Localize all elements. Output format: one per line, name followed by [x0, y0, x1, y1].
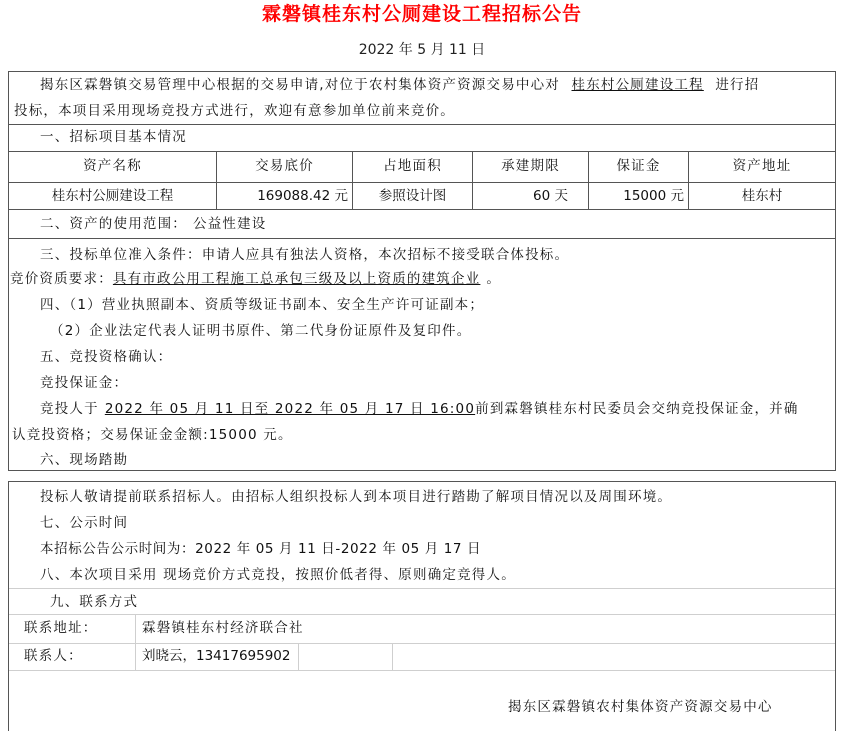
deposit-line-1	[40, 403, 799, 417]
table-cell-construction-period: 60 天	[533, 188, 568, 204]
contact-grid-line-1	[9, 614, 835, 615]
table-header-base-price: 交易底价	[255, 158, 314, 174]
table-cell-asset-address: 桂东村	[741, 188, 783, 204]
table-cell-asset-name: 桂东村公厕建设工程	[51, 188, 174, 204]
lower-block-right	[835, 481, 836, 731]
table-top-line	[8, 151, 836, 152]
lower-block-top	[8, 481, 836, 482]
qualification-label: 竞价资质要求：	[10, 271, 113, 287]
section5-heading: 五、竞投资格确认：	[40, 349, 173, 365]
section9-heading: 九、联系方式	[50, 594, 139, 610]
deposit-line-2: 认竞投资格；交易保证金金额:15000 元。	[12, 427, 293, 443]
section4-item-2: （2）企业法定代表人证明书原件、第二代身份证原件及复印件。	[50, 323, 472, 339]
qualification-end: 。	[486, 271, 502, 287]
contact-person-label: 联系人：	[24, 648, 83, 664]
section4-item-1: 四、（1）营业执照副本、资质等级证书副本、安全生产许可证副本；	[40, 297, 485, 313]
contact-grid-line-2	[9, 643, 835, 644]
intro-line-1	[40, 79, 759, 93]
section2-value: 公益性建设	[193, 216, 267, 232]
qualification-value: 具有市政公用工程施工总承包三级及以上资质的建筑企业	[112, 271, 481, 287]
deposit-after: 前到霖磐镇桂东村民委员会交纳竞投保证金，并确	[475, 401, 799, 417]
deposit-before: 竞投人于	[40, 401, 99, 417]
issuer-signature: 揭东区霖磐镇农村集体资产资源交易中心	[508, 699, 773, 715]
section3-bidder-conditions: 三、投标单位准入条件：申请人应具有独法人资格，本次招标不接受联合体投标。	[40, 247, 570, 263]
upper-block-left	[8, 71, 9, 471]
deposit-period: 2022 年 05 月 11 日至 2022 年 05 月 17 日 16:00	[104, 401, 476, 417]
deposit-label: 竞投保证金：	[40, 375, 129, 391]
contact-address: 霖磐镇桂东村经济联合社	[142, 620, 304, 636]
section7-heading: 七、公示时间	[40, 515, 129, 531]
table-cell-base-price: 169088.42 元	[257, 188, 348, 204]
table-mid-line	[8, 182, 836, 183]
page-title: 霖磐镇桂东村公厕建设工程招标公告	[261, 3, 582, 25]
intro-text-end: 进行招	[715, 77, 760, 93]
publish-date: 2022 年 5 月 11 日	[358, 42, 486, 58]
section8-bidding-method: 八、本次项目采用 现场竞价方式竞投，按照价低者得、原则确定竞得人。	[40, 567, 516, 583]
section2-label: 二、资产的使用范围：	[40, 216, 187, 232]
qualification-requirement	[10, 273, 501, 287]
contact-person: 刘晓云，13417695902	[142, 648, 291, 664]
publicity-period: 本招标公告公示时间为：2022 年 05 月 11 日-2022 年 05 月 17 日	[40, 541, 482, 557]
section6-heading: 六、现场踏勘	[40, 452, 129, 468]
table-cell-deposit: 15000 元	[623, 188, 684, 204]
project-name-link: 桂东村公厕建设工程	[571, 77, 704, 93]
section2-bottom-line	[8, 238, 836, 239]
contact-grid-top	[9, 588, 835, 589]
inspection-text: 投标人敬请提前联系招标人。由招标人组织投标人到本项目进行踏勘了解项目情况以及周围环境。	[40, 489, 673, 505]
table-header-land-area: 占地面积	[383, 158, 442, 174]
table-cell-land-area: 参照设计图	[378, 188, 447, 204]
section1-top-line	[8, 124, 836, 125]
table-bottom-line	[8, 209, 836, 210]
intro-text-start: 揭东区霖磐镇交易管理中心根据的交易申请,对位于农村集体资产资源交易中心对	[40, 77, 560, 93]
contact-address-label: 联系地址：	[24, 620, 98, 636]
contact-grid-line-3	[9, 670, 835, 671]
intro-line-2: 投标，本项目采用现场竞投方式进行，欢迎有意参加单位前来竞价。	[14, 103, 455, 119]
upper-block-bottom	[8, 470, 836, 471]
upper-block-top	[8, 71, 836, 72]
table-header-construction-period: 承建期限	[501, 158, 560, 174]
table-header-asset-name: 资产名称	[83, 158, 142, 174]
table-header-deposit: 保证金	[616, 158, 661, 174]
contact-grid-col-3	[392, 643, 393, 670]
section1-heading: 一、招标项目基本情况	[40, 129, 187, 145]
contact-grid-col-1	[135, 614, 136, 670]
contact-grid-col-2	[298, 643, 299, 670]
section2-usage-scope	[40, 218, 267, 232]
table-header-asset-address: 资产地址	[732, 158, 792, 174]
lower-block-left	[8, 481, 9, 731]
upper-block-right	[835, 71, 836, 471]
